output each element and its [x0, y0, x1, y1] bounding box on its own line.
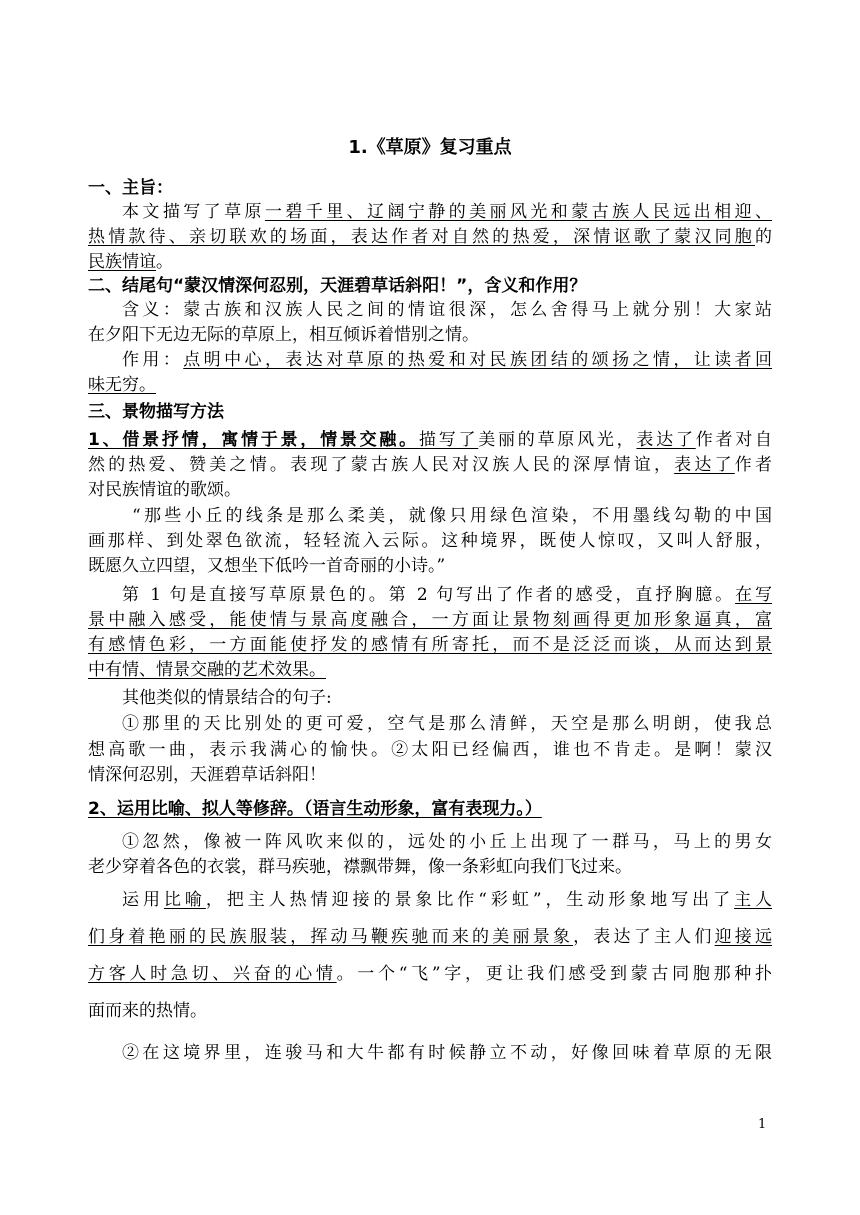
quote-line-2: 画那样、到处翠色欲流，轻轻流入云际。这种境界，既使人惊叹，又叫人舒服，	[88, 531, 772, 551]
ex1-analysis-line-1	[88, 888, 772, 912]
page-number: 1	[758, 1117, 767, 1132]
text-run: 作用：	[122, 350, 184, 370]
underlined-text: 味无穷。	[88, 375, 156, 395]
ex1-analysis-line-3	[88, 962, 772, 986]
analysis-line-1	[88, 583, 772, 607]
text-run: 然的热爱、赞美之情。表现了蒙古族人民对汉族人民的深厚情谊，	[88, 455, 675, 475]
text-run: 。	[156, 252, 173, 272]
text-run: 本文描写了草原	[122, 202, 265, 222]
similar-intro: 其他类似的情景结合的句子:	[122, 688, 332, 708]
p2-heading	[88, 797, 772, 821]
underlined-text: 表达了	[674, 455, 735, 475]
underlined-text: 一碧千里、辽阔宁静的美丽风光和蒙古族人民远出相迎、	[264, 202, 773, 222]
s1-line-2	[88, 225, 772, 249]
underlined-text: 迎接远	[714, 927, 773, 947]
underlined-text: 表达了	[636, 430, 696, 450]
underlined-text: 方客人时急切、兴奋的心情	[88, 964, 337, 984]
underlined-text: 中有情、情景交融的艺术效果。	[88, 660, 326, 680]
underlined-text: 点明中心，表达对草原的热爱和对民族团结的颂扬之情，让读者回	[183, 350, 773, 370]
ex1-analysis-line-2	[88, 925, 772, 949]
underlined-heading: 1、借景抒情，寓情于景，情景交融。	[88, 430, 419, 450]
similar-line-1: ①那里的天比别处的更可爱，空气是那么清鲜，天空是那么明朗，使我总	[122, 714, 772, 734]
s1-line-1	[88, 200, 772, 224]
text-run: 美丽的草原风光，	[478, 430, 637, 450]
underlined-text: 热情款待、亲切联欢的场面，表达作者对自然的热爱，深情讴歌了蒙汉同胞	[88, 227, 755, 247]
text-run: ，把主人热情迎接的景象比作“彩虹”，生动形象地写出了	[205, 890, 735, 910]
text-run: 。一个“飞”字，更让我们感受到蒙古同胞那种扑	[336, 964, 772, 984]
text-run: ，表达了主人们	[573, 927, 715, 947]
s3-p1-line-2	[88, 453, 772, 477]
similar-line-3: 情深何忍别，天涯碧草话斜阳！	[88, 765, 326, 785]
text-run: 作者对自	[695, 430, 773, 450]
s2-line-1: 含义：蒙古族和汉族人民之间的情谊很深，怎么舍得马上就分别！大家站	[122, 300, 772, 320]
page-title: 1.《草原》复习重点	[348, 137, 512, 158]
underlined-text: 描写了	[418, 430, 479, 450]
underlined-text: 主人	[734, 890, 773, 910]
analysis-line-3: 有感情色彩，一方面能使抒发的感情有所寄托，而不是泛泛而谈，从而达到景	[88, 635, 772, 655]
analysis-line-4	[88, 658, 772, 682]
underlined-text: 在写	[735, 585, 773, 605]
text-run: 第 1 句是直接写草原景色的。第 2 句写出了作者的感受，直抒胸臆。	[122, 585, 736, 605]
s2-line-2: 在夕阳下无边无际的草原上，相互倾诉着惜别之情。	[88, 325, 479, 345]
analysis-line-2: 景中融入感受，能使情与景高度融合，一方面让景物刻画得更加形象逼真，富	[88, 610, 772, 630]
ex1-analysis-line-4: 面而来的热情。	[88, 1001, 207, 1021]
section-3-heading: 三、景物描写方法	[88, 402, 224, 422]
text-run: 作者	[734, 455, 773, 475]
ex2-line-1: ②在这境界里，连骏马和大牛都有时候静立不动，好像回味着草原的无限	[122, 1043, 772, 1063]
s1-line-3	[88, 250, 772, 274]
quote-line-1: “那些小丘的线条是那么柔美，就像只用绿色渲染，不用墨线勾勒的中国	[132, 506, 772, 526]
quote-line-3: 既愿久立四望，又想坐下低吟一首奇丽的小诗。”	[88, 556, 446, 576]
s3-p1-line-3: 对民族情谊的歌颂。	[88, 480, 241, 500]
text-run: 的	[755, 227, 772, 247]
underlined-heading: 2、运用比喻、拟人等修辞。（语言生动形象，富有表现力。）	[88, 799, 542, 819]
underlined-text: 比喻	[163, 890, 206, 910]
underlined-text: 民族情谊	[88, 252, 156, 272]
text-run: 运用	[122, 890, 164, 910]
ex1-line-1: ①忽然，像被一阵风吹来似的，远处的小丘上出现了一群马，马上的男女	[122, 832, 772, 852]
section-1-heading: 一、主旨：	[88, 178, 173, 198]
similar-line-2: 想高歌一曲，表示我满心的愉快。②太阳已经偏西，谁也不肯走。是啊！蒙汉	[88, 740, 772, 760]
ex1-line-2: 老少穿着各色的衣裳，群马疾驰，襟飘带舞，像一条彩虹向我们飞过来。	[88, 857, 632, 877]
section-2-heading: 二、结尾句“蒙汉情深何忍别，天涯碧草话斜阳！”，含义和作用？	[88, 276, 587, 296]
s3-p1-line-1	[88, 428, 772, 452]
underlined-text: 们身着艳丽的民族服装，挥动马鞭疾驰而来的美丽景象	[88, 927, 574, 947]
s2-line-3	[88, 348, 772, 372]
s2-line-4	[88, 373, 772, 397]
